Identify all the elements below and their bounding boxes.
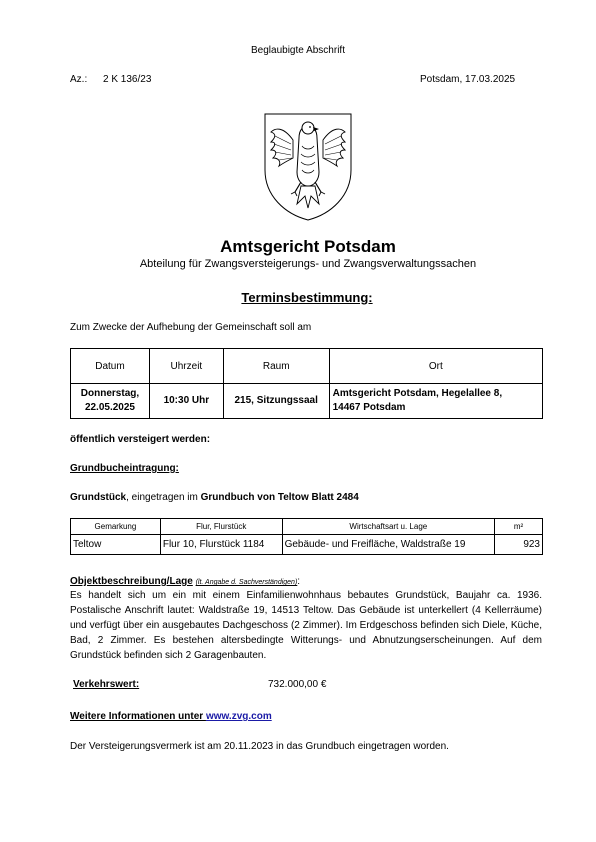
plot-middle-text: , eingetragen im — [126, 492, 201, 503]
schedule-table — [70, 348, 543, 419]
parcel-area: 923 — [495, 535, 543, 555]
description-heading — [70, 576, 300, 587]
schedule-place — [329, 384, 542, 419]
court-name: Amtsgericht Potsdam — [220, 237, 396, 256]
header-district: Gemarkung — [71, 519, 161, 535]
description-text: Es handelt sich um ein mit einem Einfamilienwohnhaus bebautes Grundstück, Baujahr ca. 1936. Postalische Anschrift lautet: Waldstraße 19, 14513 Teltow. Das Gebäude ist unterkellert (4 Kellerräume) und verfügt über ein ausgebautes Dachgeschoss (2 Zimmer). Im Erdgeschoss befinden sich Diele, Küche, Bad, 2 Zimmer. Es bestehen altersbedingte Witterungs- und Abnutzungserscheinungen. Auf dem Grundstück befinden sich 2 Garagenbauten. — [70, 590, 542, 661]
coat-of-arms-emblem — [263, 112, 353, 222]
header-room: Raum — [223, 349, 329, 384]
notice-intro: Zum Zwecke der Aufhebung der Gemeinschaft soll am — [70, 322, 312, 333]
schedule-place-city: 14467 Potsdam — [332, 402, 406, 413]
file-number: 2 K 136/23 — [103, 74, 152, 85]
schedule-time: 10:30 Uhr — [149, 384, 223, 419]
schedule-date — [71, 384, 150, 419]
parcel-table — [70, 518, 543, 555]
schedule-room: 215, Sitzungssaal — [223, 384, 329, 419]
parcel-usage: Gebäude- und Freifläche, Waldstraße 19 — [282, 535, 494, 555]
header-time: Uhrzeit — [149, 349, 223, 384]
plot-label: Grundstück — [70, 492, 127, 503]
market-value-label: Verkehrswert: — [73, 679, 140, 690]
parcel-number: Flur 10, Flurstück 1184 — [160, 535, 282, 555]
land-register-heading: Grundbucheintragung: — [70, 463, 179, 474]
more-info-text: Weitere Informationen unter — [70, 711, 206, 722]
description-heading-title: Objektbeschreibung/Lage — [70, 576, 193, 587]
schedule-date-weekday: Donnerstag, — [80, 388, 140, 399]
notice-title: Terminsbestimmung: — [241, 290, 373, 305]
schedule-place-street: Amtsgericht Potsdam, Hegelallee 8, — [332, 388, 503, 399]
registration-note: Der Versteigerungsvermerk ist am 20.11.2023 in das Grundbuch eingetragen worden. — [70, 741, 449, 752]
header-usage: Wirtschaftsart u. Lage — [282, 519, 494, 535]
description-heading-note: (lt. Angabe d. Sachverständigen) — [195, 579, 298, 586]
description-heading-colon: : — [297, 576, 301, 587]
parcel-district: Teltow — [71, 535, 161, 555]
zvg-link[interactable]: www.zvg.com — [205, 711, 272, 722]
header-area: m² — [495, 519, 543, 535]
parcel-row — [71, 535, 543, 555]
copy-note: Beglaubigte Abschrift — [251, 45, 345, 56]
parcel-header-row — [71, 519, 543, 535]
court-department: Abteilung für Zwangsversteigerungs- und Zwangsverwaltungssachen — [139, 258, 477, 270]
auction-statement: öffentlich versteigert werden: — [70, 434, 211, 445]
schedule-value-row — [71, 384, 543, 419]
header-date: Datum — [71, 349, 150, 384]
schedule-date-value: 22.05.2025 — [84, 402, 135, 413]
file-number-label: Az.: — [70, 74, 88, 85]
place-date: Potsdam, 17.03.2025 — [420, 74, 516, 85]
market-value-amount: 732.000,00 € — [268, 679, 327, 690]
header-place: Ort — [329, 349, 542, 384]
schedule-header-row — [71, 349, 543, 384]
more-info — [70, 711, 272, 722]
header-parcel: Flur, Flurstück — [160, 519, 282, 535]
plot-register: Grundbuch von Teltow Blatt 2484 — [200, 492, 359, 503]
plot-statement — [70, 492, 359, 503]
